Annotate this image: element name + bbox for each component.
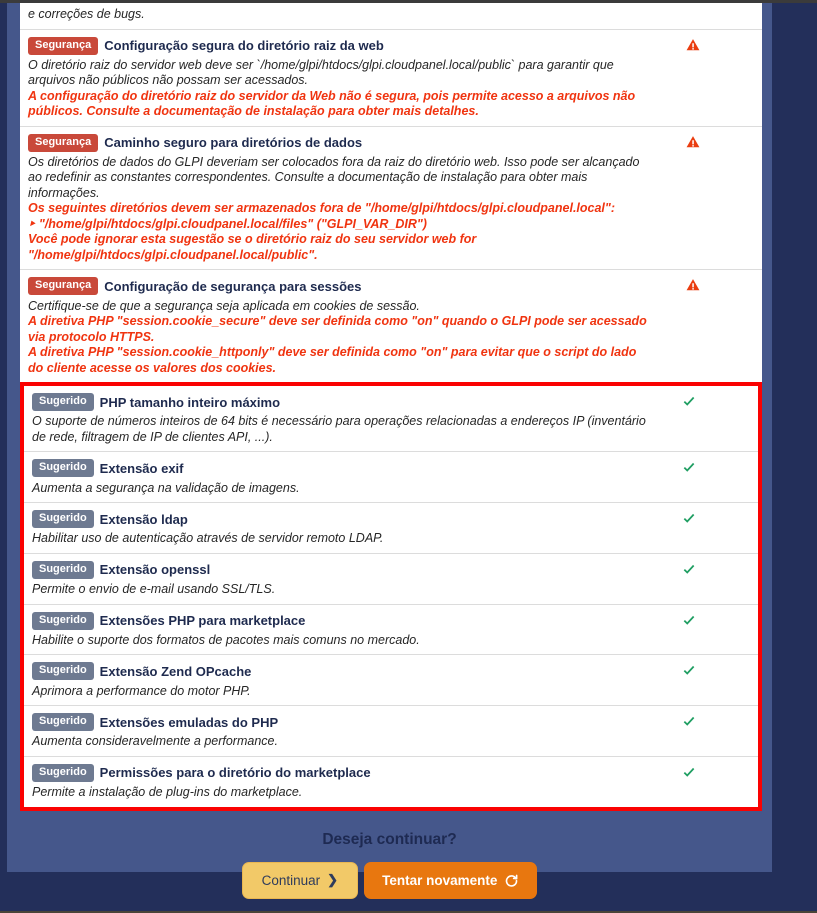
warning-icon — [686, 38, 700, 52]
retry-button-label: Tentar novamente — [382, 872, 498, 888]
check-error-note: Você pode ignorar esta sugestão se o diretório raiz do seu servidor web for "/home/glpi/htdocs/glpi.cloudpanel.local/public". — [28, 232, 477, 262]
check-title: Configuração segura do diretório raiz da web — [104, 38, 384, 53]
check-item-emulated-ext — [24, 705, 758, 756]
suggested-badge: Sugerido — [32, 459, 94, 477]
security-badge: Segurança — [28, 134, 98, 152]
check-title: Extensão openssl — [99, 562, 211, 578]
suggested-badge: Sugerido — [32, 393, 94, 411]
chevron-right-icon: ❯ — [327, 872, 339, 888]
check-title: Configuração de segurança para sessões — [104, 278, 362, 294]
check-item-php-int — [24, 386, 758, 451]
check-description: Aumenta consideravelmente a performance. — [32, 734, 278, 749]
check-error-path: ‣ "/home/glpi/htdocs/glpi.cloudpanel.local/files" ("GLPI_VAR_DIR") — [28, 216, 427, 231]
check-title: Extensão exif — [99, 460, 184, 476]
check-title: PHP tamanho inteiro máximo — [99, 394, 281, 410]
check-title: Extensões PHP para marketplace — [99, 613, 306, 629]
check-title: Extensão Zend OPcache — [99, 663, 252, 679]
window-top-edge — [0, 0, 817, 3]
check-description: Habilite o suporte dos formatos de pacotes mais comuns no mercado. — [32, 632, 420, 647]
check-description: Os diretórios de dados do GLPI deveriam ser colocados fora da raiz do diretório web. Isso pode ser alcançado ao redefinir as constantes correspondentes. Consulte a documentação de instalação para obter mais informações. — [28, 154, 640, 200]
refresh-icon — [504, 873, 519, 888]
check-icon — [682, 511, 696, 525]
check-item-ldap — [24, 502, 758, 553]
check-title: Permissões para o diretório do marketplace — [99, 765, 371, 781]
check-icon — [682, 562, 696, 576]
security-badge: Segurança — [28, 277, 98, 295]
check-icon — [682, 765, 696, 779]
continue-question: Deseja continuar? — [322, 830, 457, 848]
suggested-badge: Sugerido — [32, 713, 94, 731]
setup-frame — [7, 0, 772, 888]
action-buttons — [7, 862, 772, 899]
check-description: Permite a instalação de plug-ins do marketplace. — [32, 785, 303, 800]
retry-button[interactable] — [364, 862, 537, 899]
check-title: Extensões emuladas do PHP — [99, 714, 279, 730]
check-item-webroot — [20, 29, 762, 126]
check-item-opcache — [24, 654, 758, 705]
check-item-marketplace-ext — [24, 604, 758, 655]
check-description: Habilitar uso de autenticação através de servidor remoto LDAP. — [32, 531, 384, 546]
check-description: e correções de bugs. — [28, 7, 145, 21]
check-error-message: A diretiva PHP "session.cookie_httponly" deve ser definida como "on" para evitar que o script do lado do cliente acesse os valores dos cookies. — [28, 345, 637, 375]
check-item-session-cookies — [20, 269, 762, 382]
check-item-marketplace-perms — [24, 756, 758, 807]
suggested-section-highlight — [20, 382, 762, 810]
check-error-message: A diretiva PHP "session.cookie_secure" deve ser definida como "on" quando o GLPI pode ser acessado via protocolo HTTPS. — [28, 314, 647, 344]
check-description: Certifique-se de que a segurança seja aplicada em cookies de sessão. — [28, 298, 420, 313]
check-icon — [682, 663, 696, 677]
check-icon — [682, 714, 696, 728]
check-icon — [682, 394, 696, 408]
check-item-datadirs — [20, 126, 762, 270]
check-item-exif — [24, 451, 758, 502]
suggested-badge: Sugerido — [32, 764, 94, 782]
check-item-openssl — [24, 553, 758, 604]
warning-icon — [686, 135, 700, 149]
suggested-badge: Sugerido — [32, 510, 94, 528]
suggested-badge: Sugerido — [32, 561, 94, 579]
check-title: Caminho seguro para diretórios de dados — [104, 135, 363, 151]
check-item-partial — [20, 0, 762, 29]
check-icon — [682, 460, 696, 474]
check-icon — [682, 613, 696, 627]
check-description: O diretório raiz do servidor web deve ser `/home/glpi/htdocs/glpi.cloudpanel.local/public` para garantir que arquivos não públicos não possam ser acessados. — [28, 57, 614, 88]
check-description: Aprimora a performance do motor PHP. — [32, 683, 251, 698]
continue-area — [7, 811, 772, 899]
check-error-message: Os seguintes diretórios devem ser armazenados fora de "/home/glpi/htdocs/glpi.cloudpanel.local": — [28, 201, 615, 216]
check-description: Aumenta a segurança na validação de imagens. — [32, 480, 300, 495]
check-description: Permite o envio de e-mail usando SSL/TLS. — [32, 582, 276, 597]
suggested-badge: Sugerido — [32, 662, 94, 680]
security-badge: Segurança — [28, 37, 98, 55]
continue-button-label: Continuar — [261, 872, 321, 888]
check-title: Extensão ldap — [99, 511, 188, 527]
check-error-message: A configuração do diretório raiz do servidor da Web não é segura, pois permite acesso a arquivos não públicos. Consulte a documentação de instalação para obter mais detalhes. — [28, 88, 636, 119]
checks-panel — [20, 0, 762, 811]
check-description: O suporte de números inteiros de 64 bits é necessário para operações relacionadas a endereços IP (inventário de rede, filtragem de IP de clientes API, ...). — [32, 414, 646, 444]
warning-icon — [686, 278, 700, 292]
continue-button[interactable] — [242, 862, 358, 899]
suggested-badge: Sugerido — [32, 612, 94, 630]
